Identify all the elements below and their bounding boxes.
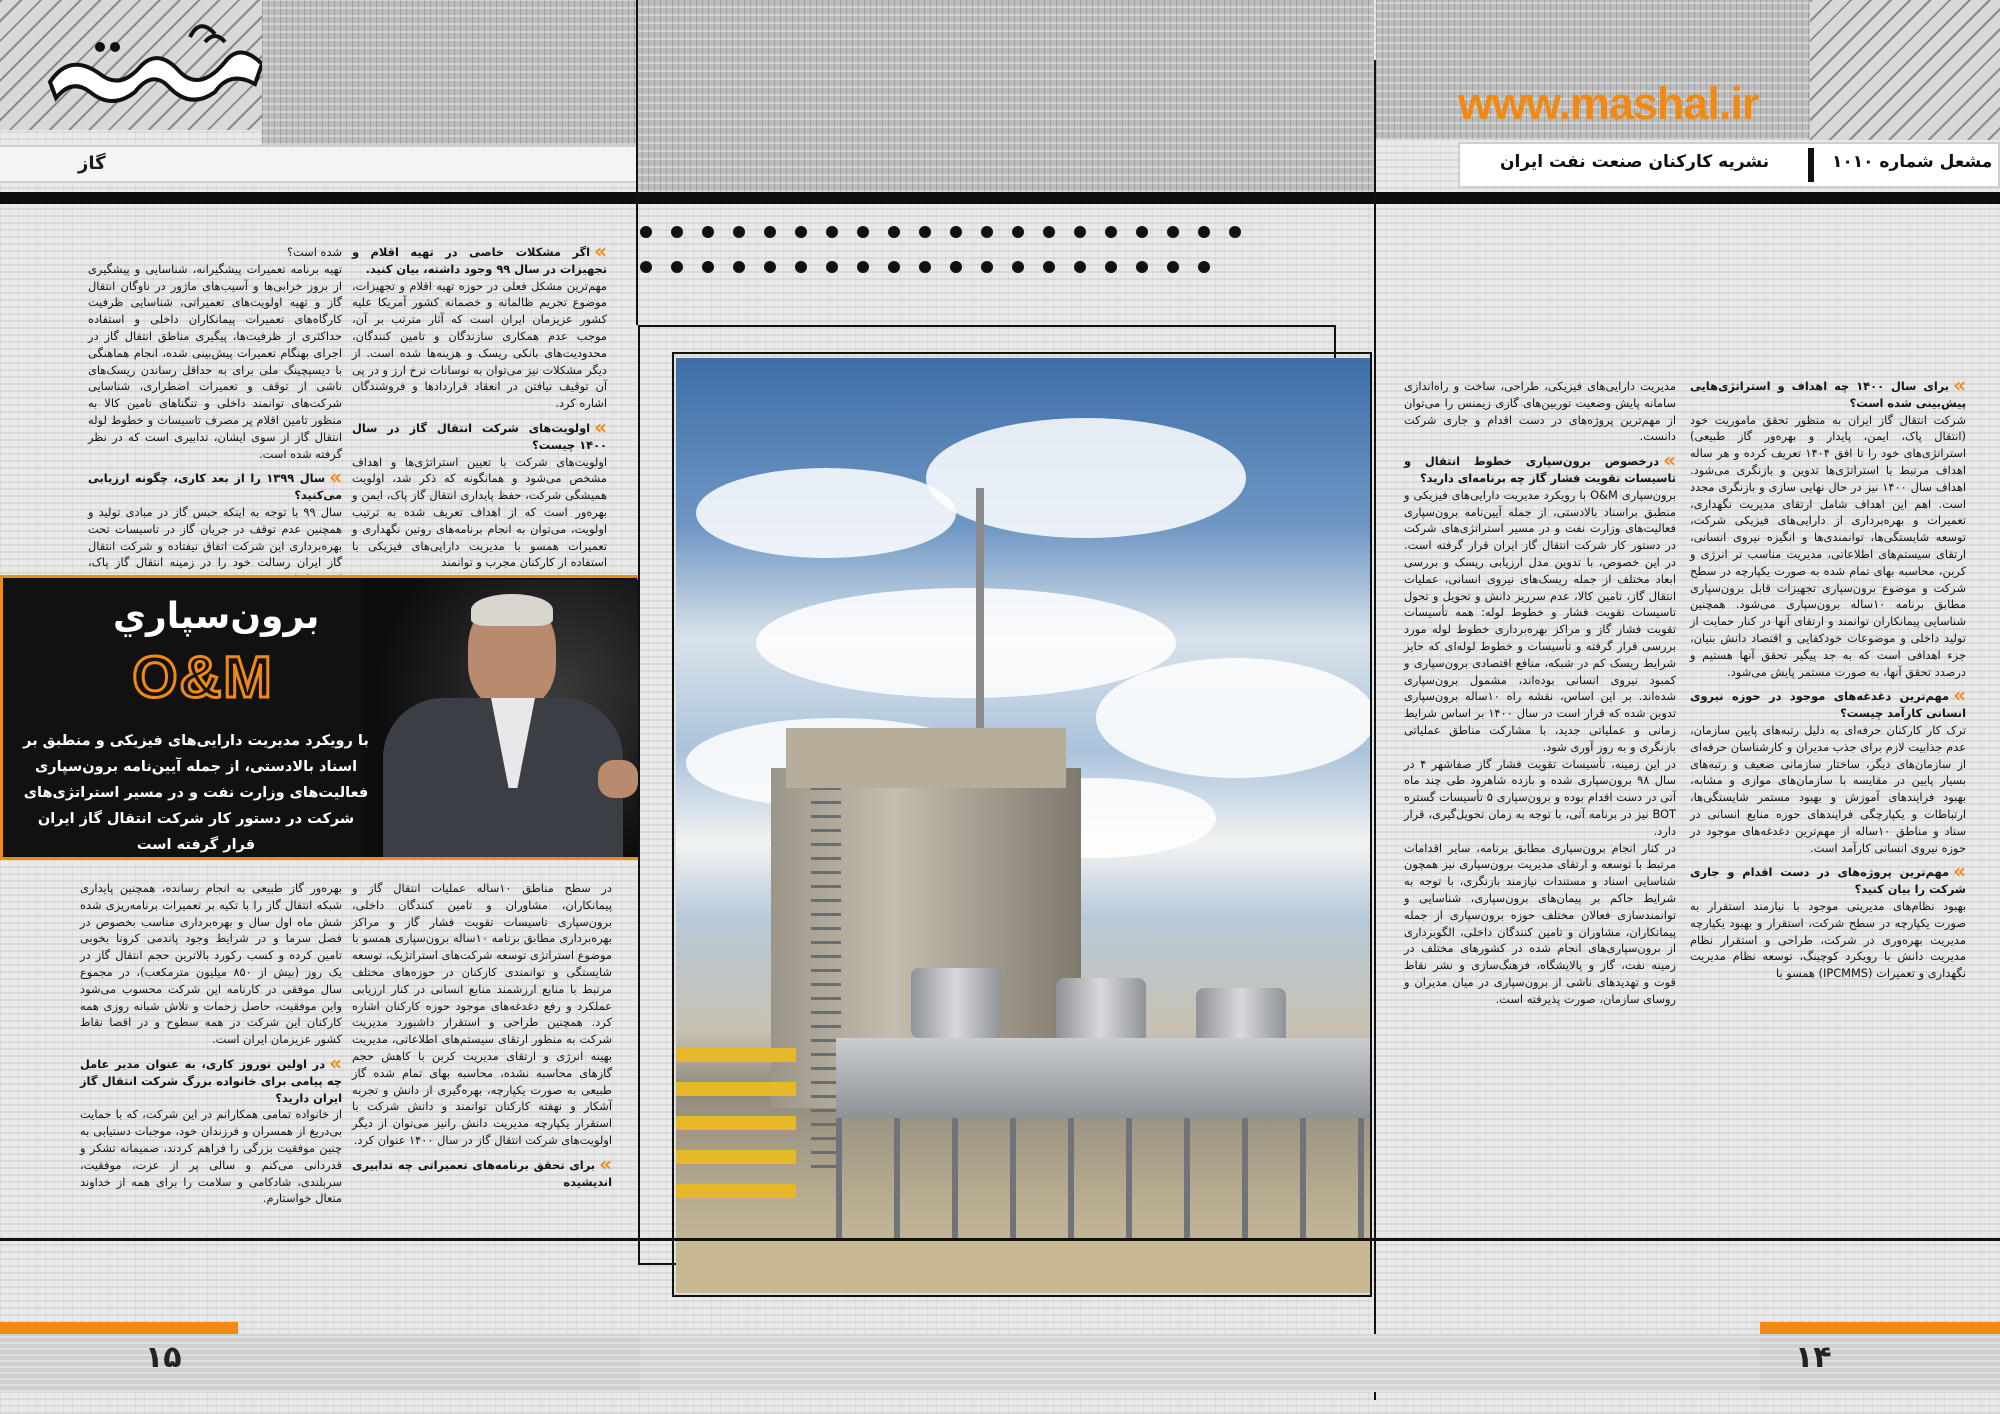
question-heading: » سال ۱۳۹۹ را از بعد کاری، چگونه ارزیابی می‌کنید؟ xyxy=(88,470,342,504)
question-heading: » در اولین نوروز کاری، به عنوان مدیر عامل چه پیامی برای خانواده بزرگ شرکت انتقال گاز ایران دارید؟ xyxy=(80,1056,342,1106)
right-page-number: ۱۴ xyxy=(1795,1340,1832,1375)
photo-cooler-1 xyxy=(911,968,1001,1038)
photo-ground xyxy=(676,1238,1370,1293)
photo-cooler-legs xyxy=(836,1118,1370,1258)
right-col-left xyxy=(1404,378,1676,1058)
photo-yellow-pipes xyxy=(676,1048,796,1198)
compressor-station-photo xyxy=(676,358,1370,1293)
question-heading: » درخصوص برون‌سپاری خطوط انتقال و تاسیسات تقویت فشار گاز چه برنامه‌ای دارید؟ xyxy=(1404,453,1676,487)
right-header-bar xyxy=(1458,142,2000,188)
body-paragraph: مهم‌ترین مشکل فعلی در حوزه تهیه اقلام و تجهیزات، موضوع تحریم ظالمانه و خصمانه کشور آمریکا علیه کشور عزیزمان ایران است که آثار مترتب بر آن، موجب عدم همکاری سازندگان و تامین کنندگان، محدودیت‌های بانکی ریسک و هزینه‌ها شده است. از دیگر مشکلات نیز می‌توان به نوسانات نرخ ارز و در پی آن توقیف نیافتن در انعقاد قراردادها و فروشندگان اشاره کرد. xyxy=(352,278,607,411)
photo-building-top xyxy=(786,728,1066,788)
question-heading: » مهم‌ترین دغدغه‌های موجود در حوزه نیروی انسانی کارآمد چیست؟ xyxy=(1690,688,1966,722)
left-footer-orange xyxy=(0,1322,238,1334)
left-section-bar xyxy=(0,145,636,183)
question-heading: » برای سال ۱۴۰۰ چه اهداف و استراتژی‌هایی پیش‌بینی شده است؟ xyxy=(1690,378,1966,412)
body-paragraph: تهیه برنامه تعمیرات پیشگیرانه، شناسایی و پیشگیری از بروز خرابی‌ها و آسیب‌های ماژور در ناوگان انتقال گاز و تهیه اولویت‌های تعمیراتی، شناسایی ظرفیت کارگاه‌های تعمیرات پیمانکاران داخلی و استفاده حداکثری از ظرفیت‌ها، پیگیری مناطق انتقال گاز در اجرای بهنگام تعمیرات پیش‌بینی شده، انجام هماهنگی با دیسپچینگ ملی برای به حداقل رساندن ریسک‌های ناشی از توقف و تعمیرات اضطراری، شناسایی شرکت‌های توانمند داخلی و تنگناهای تامین کالا به منظور تامین اقلام پر مصرف تاسیسات و خطوط لوله انتقال گاز از سوی ایشان، تدابیری است که در نظر گرفته شده است. xyxy=(88,261,342,461)
mashal-logo xyxy=(40,12,270,112)
speaker-photo xyxy=(363,580,638,857)
center-vertical-rule-right xyxy=(1374,60,1376,1400)
body-paragraph: شده است؟ xyxy=(286,245,342,259)
center-footer-band xyxy=(640,1334,1760,1392)
speaker-hair xyxy=(471,594,553,626)
highlight-code: O&M xyxy=(132,645,274,710)
publication-name: نشریه کارکنان صنعت نفت ایران xyxy=(1500,152,1770,172)
body-paragraph: در سطح مناطق ۱۰ساله عملیات انتقال گاز و پیمانکاران، مشاوران و تامین کنندگان داخلی، برون‌سپاری تاسیسات تقویت فشار گاز و مراکز بهره‌برداری مطابق برنامه ۱۰ساله برون‌سپاری همسو با موضوع استراتژی توسعه شرکت‌های استراتژیک، توسعه شایستگی و توانمندی کارکنان در حوزه‌های مختلف مرتبط با منابع ارزشمند منابع انسانی در کنار ارزیابی عملکرد و رفع دغدغه‌های موجود حوزه کارکنان اشاره کرد. همچنین طراحی و استقرار داشبورد مدیریت شرکت به منظور ارتقای سیستم‌های اطلاعاتی، مدیریت بهینه انرژی و ارتقای مدیریت کربن با کاهش حجم گازهای محاسبه نشده، محاسبه بهای تمام شده گاز طبیعی به صورت یکپارچه، بهره‌گیری از دانش و تجربه آشکار و نهفته کارکنان توانمند و دانش شرکت با استقرار یکپارچه مدیریت دانش رانیز می‌توان از دیگر اولویت‌های شرکت انتقال گاز در سال ۱۴۰۰ عنوان کرد. xyxy=(352,881,612,1147)
left-header-band xyxy=(262,0,636,145)
speaker-hand xyxy=(598,760,638,798)
right-corner-hatch xyxy=(1810,0,2000,140)
body-paragraph: بهبود نظام‌های مدیریتی موجود با نیازمند استقرار به صورت یکپارچه در سطح شرکت، استقرار و بهبود یکپارچه مدیریت بهره‌وری در شرکت، طراحی و استقرار نظام مدیریت دانش با رویکرد کوچینگ، توسعه نظام مدیریت نگهداری و تعمیرات (IPCMMS) همسو با xyxy=(1690,898,1966,981)
body-paragraph: برون‌سپاری O&M با رویکرد مدیریت دارایی‌های فیزیکی و منطبق براسناد بالادستی، از جمله آیین‌نامه برون‌سپاری فعالیت‌های وزارت نفت و در مسیر استراتژی‌های شرکت در دستور کار شرکت انتقال گاز ایران قرار گرفته است. در این خصوص، با تدوین مدل ارزیابی ریسک و بررسی ابعاد مختلف از جمله ریسک‌های نیروی انسانی، عملیات انتقال گاز، تامین کالا، عدم سرریز دانش و تحویل و تحول تاسیسات تقویت فشار و خطوط لوله: همه تأسیسات تقویت فشار گاز و مراکز بهره‌برداری خطوط لوله مورد بررسی قرار گرفته و تأسیسات و خطوط لوله‌ای که حایز شرایط ریسک کم در شبکه، منافع اقتصادی برون‌سپاری و کمبود نیروی انسانی بوده‌اند، مشمول برون‌سپاری شده‌اند. بر این اساس، نقشه راه ۱۰ساله برون‌سپاری تدوین شده که قرار است در سال ۱۴۰۰ بر اساس شرایط زمانی و عملیاتی جدید، با مشارکت مناطق عملیاتی بازنگری و به روز آوری شود. xyxy=(1404,487,1676,754)
right-black-rule xyxy=(1376,192,2000,204)
question-heading: » اگر مشکلات خاصی در تهیه اقلام و تجهیزات در سال ۹۹ وجود داشته، بیان کنید. xyxy=(352,244,607,278)
center-header-band xyxy=(636,0,1374,192)
body-paragraph: از خانواده تمامی همکارانم در این شرکت، که با حمایت بی‌دریغ از همسران و فرزندان خود، موجبات دستیابی به چنین موفقیت بزرگی را فراهم کردند، صمیمانه تشکر و قدردانی می‌کنم و سالی پر از عزت، موفقیت، سربلندی، شادکامی و سلامت را برای همه از خداوند متعال خواستارم. xyxy=(80,1107,342,1206)
header-divider xyxy=(1808,148,1814,182)
body-paragraph: بهره‌ور گاز طبیعی به انجام رسانده، همچنین پایداری شبکه انتقال گاز را با تکیه بر تعمیرات برنامه‌ریزی شده شش ماه اول سال و بهره‌برداری مناسب بخصوص در فصل سرما و در شرایط وجود پاندمی کرونا بخوبی تامین کرده و کسب رکورد بالاترین حجم انتقال گاز در یک روز (بیش از ۸۵۰ میلیون مترمکعب)، در مجموع سال موفقی در کارنامه این شرکت محسوب می‌شود واین موفقیت، حاصل زحمات و تلاش شبانه روزی همه کارکنان این شرکت در همه سطوح و در اقصا نقاط کشور عزیزمان ایران است. xyxy=(80,881,342,1047)
left-col-lower-right xyxy=(352,880,612,1189)
photo-cooler-deck xyxy=(836,1038,1370,1118)
center-footer-rule xyxy=(0,1238,2000,1241)
issue-number: مشعل شماره ۱۰۱۰ xyxy=(1832,152,1993,172)
question-heading: » مهم‌ترین پروژه‌های در دست اقدام و جاری شرکت را بیان کنید؟ xyxy=(1690,864,1966,898)
highlight-title: برون‌سپاري xyxy=(113,596,320,637)
body-paragraph: در این زمینه، تأسیسات تقویت فشار گاز صفاشهر ۴ در سال ۹۸ برون‌سپاری شده و بازده شاهرود طی چند ماه آتی در دست اقدام بوده و برون‌سپاری ۵ تأسیسات گستره BOT نیز در برنامه آتی، با توجه به زمان تحویل‌گیری، قرار دارد. xyxy=(1404,756,1677,838)
left-col-lower-left xyxy=(80,880,342,1206)
center-black-rule xyxy=(636,192,1374,204)
question-heading: » اولویت‌های شرکت انتقال گاز در سال ۱۴۰۰ چیست؟ xyxy=(352,420,607,454)
left-col-upper-right xyxy=(352,244,607,570)
body-paragraph: در کنار انجام برون‌سپاری مطابق برنامه، سایر اقدامات مرتبط با توسعه و ارتقای مدیریت برون‌سپاری نیز همچون شناسایی اسناد و مستندات نیازمند بازنگری، با توجه به شرایط حاکم بر پیمان‌های برون‌سپاری، شناسایی و توانمندسازی فعالان مختلف حوزه برون‌سپاری از جمله پیمانکاران، مشاوران و تامین کنندگان داخلی، الگوبرداری از برون‌سپاری‌های انجام شده در کشورهای مختلف در زمینه نفت، گاز و پالایشگاه، فرهنگ‌سازی و نشر نقاط قوت و تهدیدهای ناشی از برون‌سپاری در میان مدیران و روسای سازمان، صورت پذیرفته است. xyxy=(1404,840,1676,1006)
body-paragraph: سال ۹۹ با توجه به اینکه حبس گاز در مبادی تولید و همچنین عدم توقف در جریان گاز در تاسیسات تحت بهره‌برداری این شرکت اتفاق نیفتاده و شرکت انتقال گاز ایران رسالت خود را در زمینه انتقال گاز پاک، xyxy=(88,504,342,570)
section-label: گاز xyxy=(78,153,106,174)
left-black-rule xyxy=(0,192,636,204)
center-vertical-rule-left xyxy=(636,0,638,325)
body-paragraph: شرکت انتقال گاز ایران به منظور تحقق ماموریت خود (انتقال پاک، ایمن، پایدار و بهره‌ور گاز طبیعی) استراتژی‌های خود را تا افق ۱۴۰۴ تعریف کرده و هر ساله اهداف مرتبط با استراتژی‌ها تدوین و بازنگری می‌شود. اهداف سال ۱۴۰۰ نیز در حال نهایی سازی و بازنگری مجدد است. اهم این اهداف شامل ارتقای مدیریت نگهداری، تعمیرات و بهره‌برداری از دارایی‌های فیزیکی شرکت، توسعه شایستگی‌ها، توانمندی‌ها و انگیزه نیروی انسانی، ارتقای سیستم‌های اطلاعاتی، مدیریت مناسب تر انرژی و کربن، محاسبه بهای تمام شده به صورت یکپارچه در سطح شرکت و موضوع برون‌سپاری تجهیزات قابل برون‌سپاری مطابق برنامه ۱۰ساله برون‌سپاری می‌شود. همچنین شناسایی پیمانکاران توانمند و ارتقای آنها در کنار حمایت از تولید داخلی و موضوعات خودکفایی و اقتصاد دانش بنیان، جزء اهدافی است که به جد پیگیر تحقق آنها هستیم و درصدد تحقق آنها، به صورت مستمر پایش می‌شود. xyxy=(1690,412,1967,679)
website-url: www.mashal.ir xyxy=(1458,78,1759,129)
body-paragraph: مدیریت دارایی‌های فیزیکی، طراحی، ساخت و راه‌اندازی سامانه پایش وضعیت توربین‌های گازی زیمنس را می‌توان از مهم‌ترین پروژه‌های در دست اقدام و جاری شرکت دانست. xyxy=(1404,379,1676,444)
left-col-upper-left xyxy=(88,244,342,570)
dot-pattern xyxy=(640,226,1260,296)
highlight-quote: با رویکرد مدیریت دارایی‌های فیزیکی و منطبق بر اسناد بالادستی، از جمله آیین‌نامه برون‌سپاری فعالیت‌های وزارت نفت و در مسیر استراتژی‌های شرکت در دستور کار شرکت انتقال گاز ایران قرار گرفته است xyxy=(23,733,369,853)
body-paragraph: ترک کار کارکنان حرفه‌ای به دلیل رتبه‌های پایین سازمان، عدم جذابیت لازم برای جذب مدیران و کارشناسان حرفه‌ای از سازمان‌های دیگر، ساختار سازمانی ضعیف و رتبه‌های بسیار پایین در مقایسه با سازمان‌های موازی و مشابه، بهبود فرایندهای آموزش و بهبود مستمر شایستگی‌ها، ارتباطات و یکپارچگی فرایندهای حوزه منابع انسانی در ستاد و مناطق ۱۰ساله از مهم‌ترین دغدغه‌های موجود در حوزه نیروی انسانی کارآمد است. xyxy=(1690,722,1966,855)
left-page-number: ۱۵ xyxy=(145,1340,182,1375)
right-footer-orange xyxy=(1760,1322,2000,1334)
left-footer-band xyxy=(0,1334,640,1392)
body-paragraph: اولویت‌های شرکت با تعیین استراتژی‌ها و اهداف مشخص می‌شود و همانگونه که ذکر شد، اولویت همیشگی شرکت، حفظ پایداری انتقال گاز پاک، ایمن و بهره‌ور است که از اهداف تعریف شده به ترتیب اولویت، می‌توان به انجام برنامه‌های روتین نگهداری و تعمیرات همسو با مدیریت دارایی‌های فیزیکی با استفاده از کارکنان مجرب و توانمند xyxy=(352,454,607,570)
question-heading: » برای تحقق برنامه‌های تعمیراتی چه تدابیری اندیشیده xyxy=(352,1157,612,1191)
right-col-right xyxy=(1690,378,1966,1058)
highlight-box xyxy=(0,575,640,860)
